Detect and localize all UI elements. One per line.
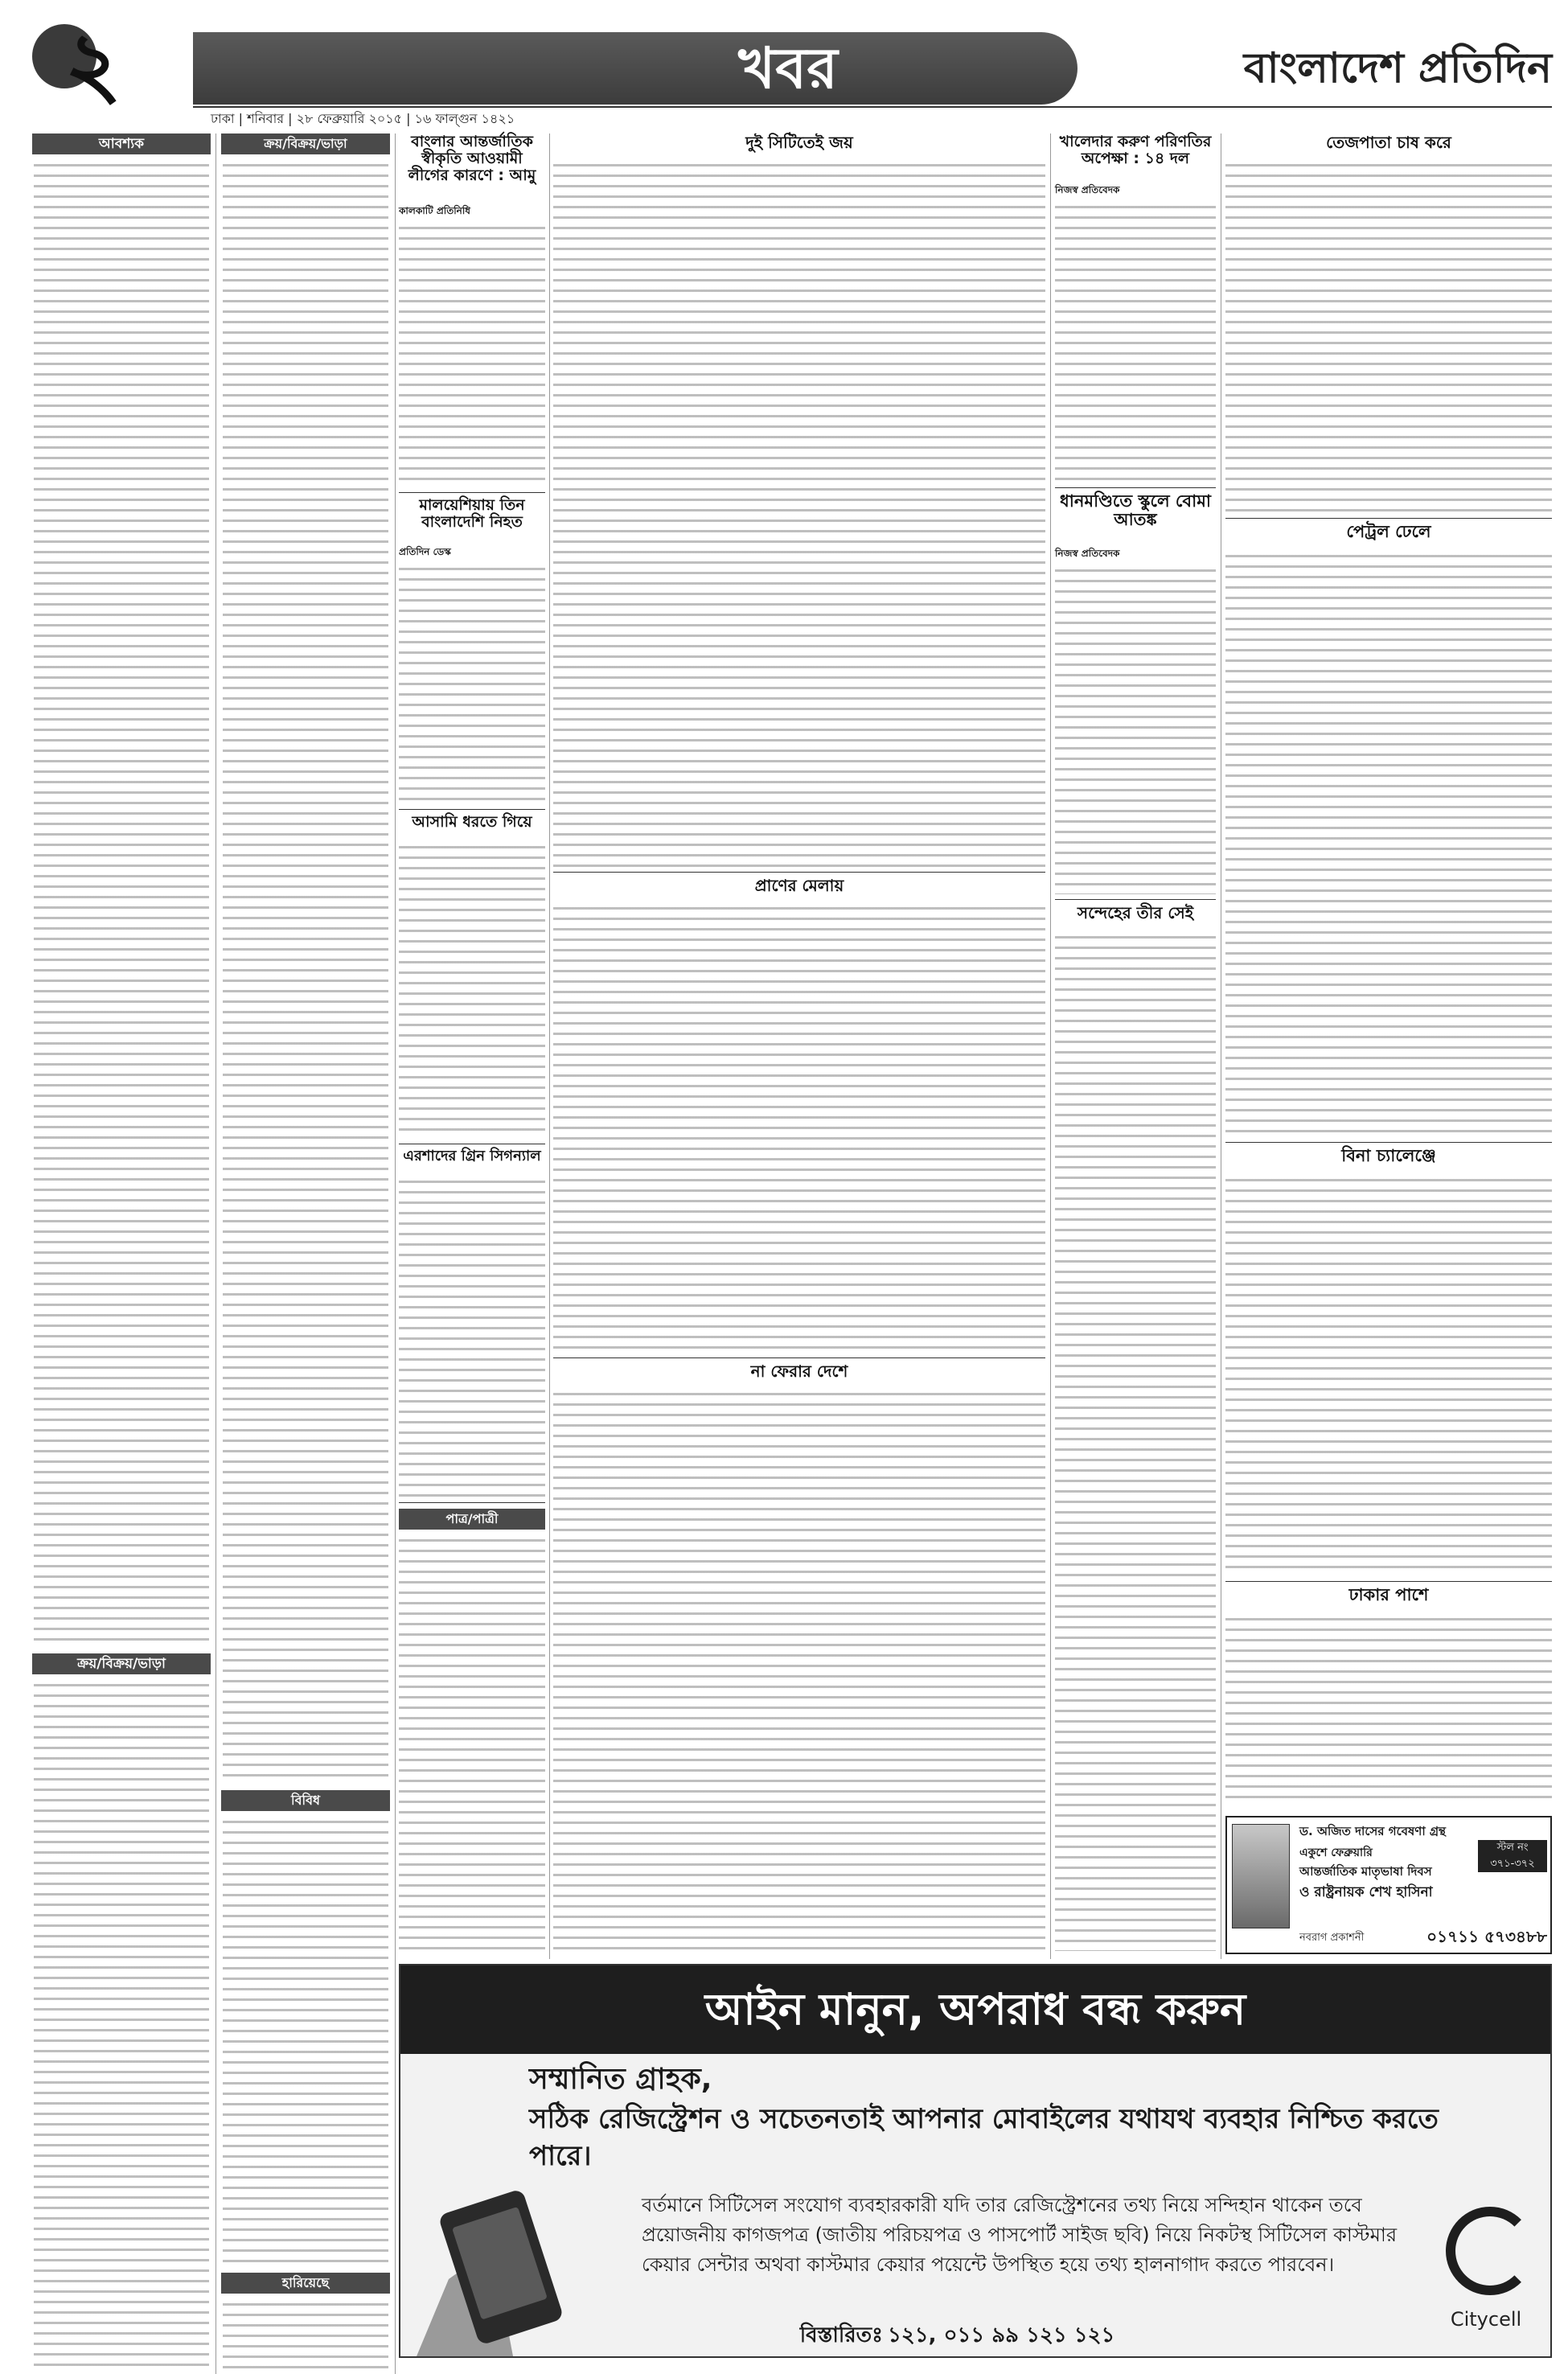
book-phone: ০১৭১১ ৫৭৩৪৮৮ [1426,1927,1547,1946]
headline-suspicion: সন্দেহের তীর সেই [1077,903,1194,922]
headline-ershad: এরশাদের গ্রিন সিগন্যাল [403,1148,541,1164]
ad-details-label: বিস্তারিতঃ [799,2323,883,2347]
article-body [1225,1613,1552,1806]
classifieds-header-matrimonial: পাত্র/পাত্রী [399,1509,545,1530]
book-title-line1: একুশে ফেব্রুয়ারি [1299,1846,1373,1859]
headline-malaysia: মালয়েশিয়ায় তিন বাংলাদেশি নিহত [419,496,525,531]
classifieds-text-block [34,1679,209,2374]
classifieds-text-block [223,1816,388,2266]
dateline: ঢাকা | শনিবার | ২৮ ফেব্রুয়ারি ২০১৫ | ১৬ ফাল্গুন ১৪২১ [211,111,515,126]
ad-details-phone: ১২১, ০১১ ৯৯ ১২১ ১২১ [888,2323,1115,2347]
article-body [553,1388,1045,1951]
book-cover-image [1232,1824,1290,1928]
headline-arrest: আসামি ধরতে গিয়ে [412,813,532,831]
article-divider [553,1357,1045,1358]
hand-phone-illustration [400,2183,610,2356]
classifieds-text-block [399,1534,545,1953]
article-body [399,563,545,804]
classifieds-text-block [223,2298,388,2374]
ad-subtitle: সঠিক রেজিস্ট্রেশন ও সচেতনতাই আপনার মোবাইলের যথাযথ ব্যবহার নিশ্চিত করতে পারে। [529,2103,1439,2172]
book-author: ড. অজিত দাসের গবেষণা গ্রন্থ [1299,1824,1446,1838]
section-title: খবর [738,35,838,101]
article-divider [399,1502,545,1503]
headline-unchallenged: বিনা চ্যালেঞ্জে [1341,1146,1436,1165]
classifieds-header-buysell: ক্রয়/বিক্রয়/ভাড়া [32,1653,211,1674]
article-body [399,222,545,487]
news-center [553,133,1045,1959]
classifieds-column-1 [32,133,211,2374]
classifieds-text-block [34,159,209,1647]
ad-title: আইন মানুন, অপরাধ বন্ধ করুন [704,1984,1246,2035]
byline: নিজস্ব প্রতিবেদক [1055,184,1120,195]
article-body [1055,201,1216,483]
news-column-3 [399,133,545,1959]
book-title-line3: ও রাষ্ট্রনায়ক শেখ হাসিনা [1299,1884,1433,1900]
article-divider [553,872,1045,873]
headline-dhaka-side: ঢাকার পাশে [1348,1585,1429,1604]
masthead [0,0,1568,129]
ad-body: বর্তমানে সিটিসেল সংযোগ ব্যবহারকারী যদি তার রেজিস্ট্রেশনের তথ্য নিয়ে সন্দিহান থাকেন তবে প্রয়োজনীয় কাগজপত্র (জাতীয় পরিচয়পত্র ও পাসপোর্ট সাইজ ছবি) নিয়ে নিকটস্থ সিটিসেল কাস্টমার কেয়ার সেন্টার অথবা কাস্টমার কেয়ার পয়েন্টে উপস্থিত হয়ে তথ্য হালনাগাদ করতে পারবেন। [642,2194,1398,2276]
news-column-right [1225,133,1552,1959]
ad-greeting: সম্মানিত গ্রাহক, [529,2063,712,2096]
article-divider [399,492,545,493]
citycell-ad [399,1964,1552,2358]
article-body [1055,931,1216,1951]
byline: নিজস্ব প্রতিবেদক [1055,548,1120,559]
classifieds-text-block [223,159,388,1784]
article-body [1225,550,1552,1137]
headline-bay-leaf: তেজপাতা চাষ করে [1326,133,1451,152]
book-publisher: নবরাগ প্রকাশনী [1299,1932,1365,1944]
page-number: ২ [64,13,122,116]
column-divider [1050,133,1051,1959]
classifieds-header-misc: বিবিধ [221,1790,390,1811]
citycell-brand: Citycell [1450,2308,1522,2331]
article-body [553,159,1045,867]
article-divider [1055,487,1216,488]
headline-no-return: না ফেরার দেশে [750,1362,848,1381]
article-divider [1225,1581,1552,1582]
column-divider [395,133,396,2374]
headline-khaleda: খালেদার করুণ পরিণতির অপেক্ষা : ১৪ দল [1059,133,1212,167]
book-title-line2: আন্তর্জাতিক মাতৃভাষা দিবস [1299,1864,1432,1879]
classifieds-header-wanted: আবশ্যক [32,133,211,154]
citycell-logo-icon [1446,2207,1534,2295]
article-divider [1225,1142,1552,1143]
classifieds-header-lost: হারিয়েছে [221,2273,390,2294]
paper-name: বাংলাদেশ প্রতিদিন [1243,44,1552,92]
headline-mela: প্রাণের মেলায় [754,876,844,895]
article-body [1225,1174,1552,1576]
article-divider [1225,518,1552,519]
article-body [1055,565,1216,894]
byline: কালকাটি প্রতিনিধি [399,205,470,216]
book-stall: স্টল নং ৩৭১-৩৭২ [1478,1840,1547,1872]
news-column-5 [1055,133,1216,1959]
article-divider [399,809,545,810]
headline-amu: বাংলার আন্তর্জাতিক স্বীকৃতি আওয়ামী লীগের কারণে : আমু [408,133,536,184]
headline-dhanmondi: ধানমণ্ডিতে স্কুলে বোমা আতঙ্ক [1060,491,1211,530]
article-body [1225,159,1552,513]
article-divider [1055,899,1216,900]
book-ad [1225,1816,1552,1954]
classifieds-column-2 [221,133,390,2374]
column-divider [215,133,216,2374]
byline: প্রতিদিন ডেস্ক [399,546,451,557]
headline-petrol: পেট্রল ঢেলে [1346,522,1431,541]
masthead-rule [193,106,1552,108]
article-body [553,902,1045,1353]
article-body [399,1176,545,1497]
article-body [399,841,545,1139]
classifieds-header-buysell: ক্রয়/বিক্রয়/ভাড়া [221,133,390,154]
column-divider [549,133,550,1959]
headline-city-win: দুই সিটিতেই জয় [745,133,853,152]
